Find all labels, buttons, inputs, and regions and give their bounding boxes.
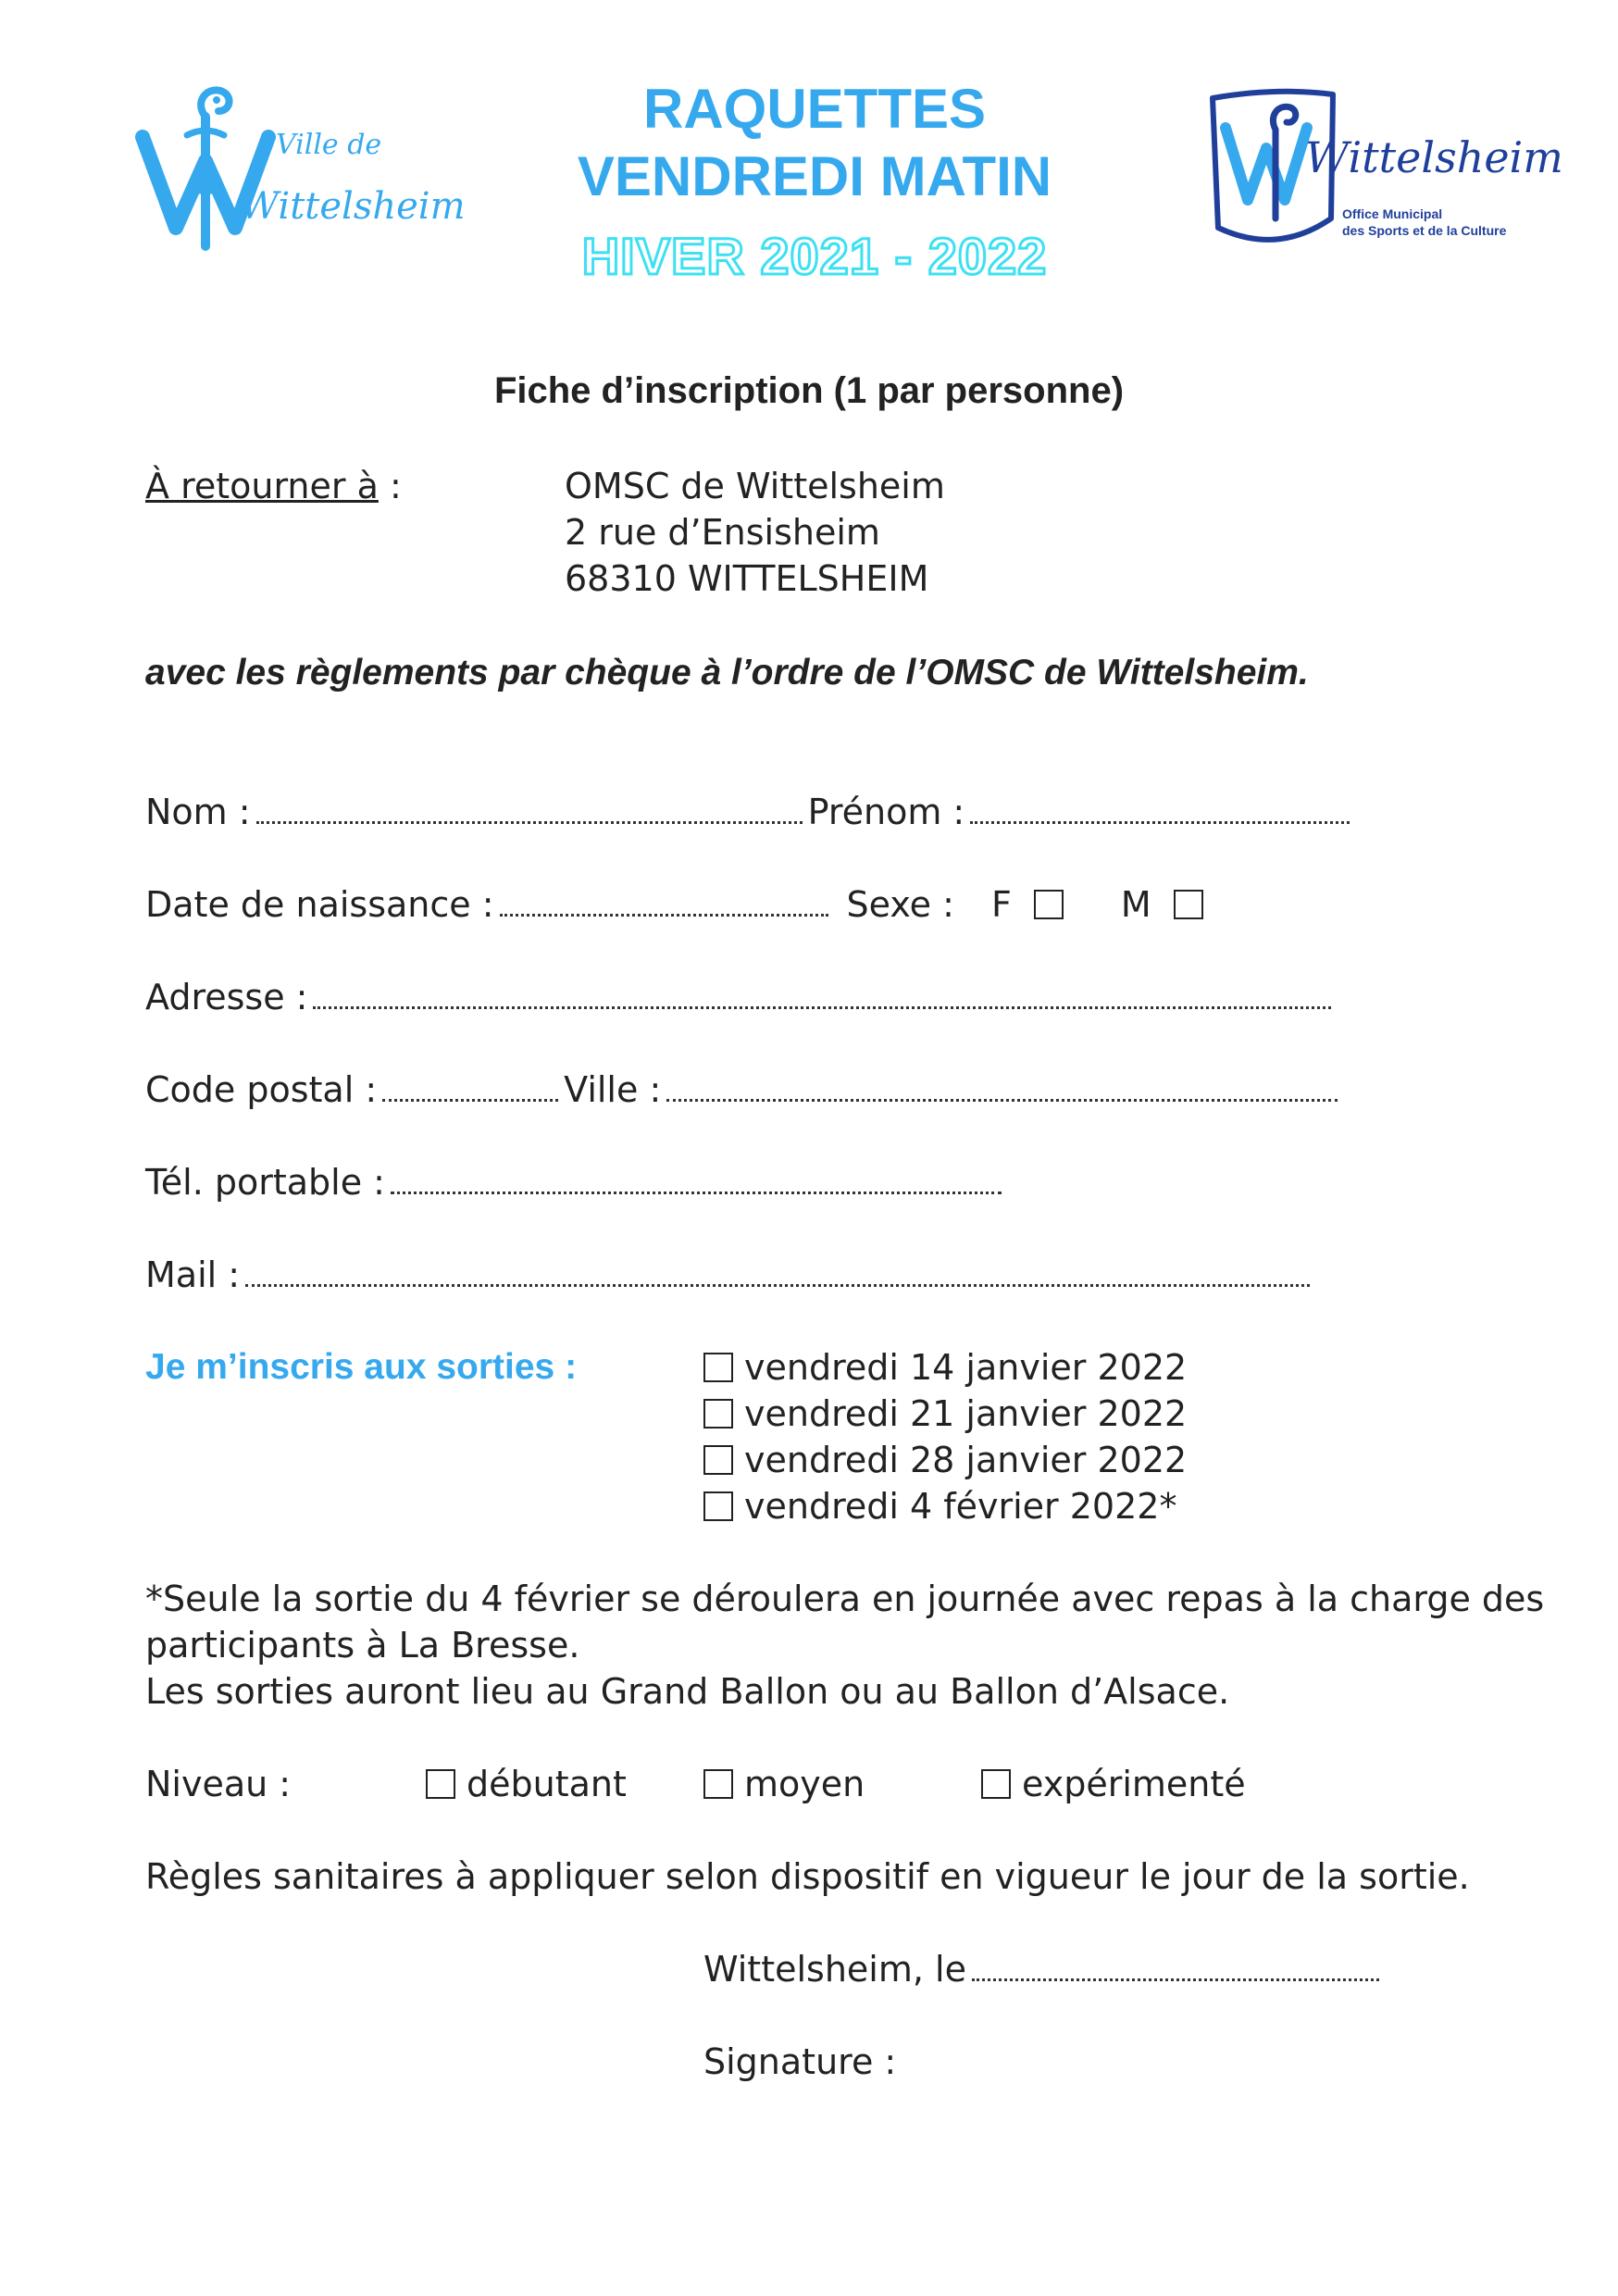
sanitary-rules: Règles sanitaires à appliquer selon dispositif en vigueur le jour de la sortie. <box>145 1856 1470 1897</box>
mail-label: Mail : <box>145 1254 241 1295</box>
ville-wittelsheim-logo <box>139 80 466 256</box>
niveau-option-label-3: expérimenté <box>1022 1764 1246 1804</box>
outing-label-1: vendredi 14 janvier 2022 <box>744 1347 1188 1388</box>
return-colon: : <box>378 466 402 506</box>
outing-checkbox-2[interactable] <box>703 1399 733 1429</box>
sexe-f-label: F <box>990 884 1012 925</box>
prenom-label: Prénom : <box>807 792 965 832</box>
omsc-wittelsheim-logo <box>1194 80 1563 265</box>
svg-text:des Sports et de la Culture: des Sports et de la Culture <box>1342 223 1507 238</box>
adresse-row <box>145 974 1337 1020</box>
niveau-label: Niveau : <box>145 1764 292 1804</box>
outing-item-4[interactable] <box>703 1483 1176 1529</box>
ville-field[interactable] <box>666 1071 1338 1102</box>
place-date-row <box>703 1946 1385 1992</box>
return-label-row <box>145 463 402 509</box>
cp-field[interactable] <box>382 1071 558 1102</box>
svg-text:Office Municipal: Office Municipal <box>1342 206 1443 221</box>
sexe-m-label: M <box>1120 884 1151 925</box>
tel-label: Tél. portable : <box>145 1162 385 1203</box>
niveau-checkbox-1[interactable] <box>426 1769 455 1799</box>
dob-row <box>145 881 1203 928</box>
nom-field[interactable] <box>256 793 803 824</box>
adresse-label: Adresse : <box>145 977 308 1017</box>
sexe-f-checkbox[interactable] <box>1034 890 1064 919</box>
title-vendredi-matin: VENDREDI MATIN <box>577 145 1052 207</box>
tel-field[interactable] <box>391 1164 1002 1194</box>
nom-label: Nom : <box>145 792 251 832</box>
outing-item-1[interactable] <box>703 1344 1187 1391</box>
form-title: Fiche d’inscription (1 par personne) <box>493 370 1125 411</box>
outing-label-2: vendredi 21 janvier 2022 <box>744 1393 1188 1434</box>
tel-row <box>145 1159 1007 1205</box>
dob-label: Date de naissance : <box>145 884 494 925</box>
niveau-option-1[interactable] <box>426 1761 627 1807</box>
note-line-1: *Seule la sortie du 4 février se déroulera en journée avec repas à la charge des <box>145 1578 1545 1619</box>
niveau-checkbox-3[interactable] <box>981 1769 1011 1799</box>
niveau-option-label-2: moyen <box>744 1764 865 1804</box>
sexe-label: Sexe : <box>846 884 954 925</box>
outing-item-3[interactable] <box>703 1437 1187 1483</box>
outing-checkbox-3[interactable] <box>703 1445 733 1475</box>
niveau-checkbox-2[interactable] <box>703 1769 733 1799</box>
address-line-2: 2 rue d’Ensisheim <box>565 512 880 553</box>
svg-text:Ville de: Ville de <box>276 129 382 161</box>
address-line-3: 68310 WITTELSHEIM <box>565 558 929 599</box>
outing-label-3: vendredi 28 janvier 2022 <box>744 1440 1188 1480</box>
date-field[interactable] <box>972 1951 1379 1981</box>
mail-field[interactable] <box>245 1256 1310 1287</box>
outing-label-4: vendredi 4 février 2022* <box>744 1486 1177 1527</box>
svg-text:Wittelsheim: Wittelsheim <box>241 185 466 228</box>
prenom-field[interactable] <box>970 793 1350 824</box>
return-label: À retourner à <box>145 466 379 506</box>
cp-ville-row <box>145 1067 1343 1113</box>
payment-note: avec les règlements par chèque à l’ordre de l’OMSC de Wittelsheim. <box>145 653 1309 693</box>
note-line-3: Les sorties auront lieu au Grand Ballon ou au Ballon d’Alsace. <box>145 1671 1230 1712</box>
svg-text:Wittelsheim: Wittelsheim <box>1305 132 1563 182</box>
outing-checkbox-1[interactable] <box>703 1353 733 1382</box>
cp-label: Code postal : <box>145 1069 378 1110</box>
address-line-1: OMSC de Wittelsheim <box>565 466 945 506</box>
niveau-option-2[interactable] <box>703 1761 865 1807</box>
mail-row <box>145 1252 1315 1298</box>
niveau-option-3[interactable] <box>981 1761 1246 1807</box>
outing-checkbox-4[interactable] <box>703 1491 733 1521</box>
dob-field[interactable] <box>500 886 828 917</box>
outing-item-2[interactable] <box>703 1391 1187 1437</box>
sexe-m-checkbox[interactable] <box>1174 890 1203 919</box>
title-raquettes: RAQUETTES <box>642 78 987 140</box>
place-date-label: Wittelsheim, le <box>703 1949 966 1990</box>
ville-label: Ville : <box>564 1069 662 1110</box>
niveau-option-label-1: débutant <box>467 1764 627 1804</box>
signature-label: Signature : <box>703 2041 897 2082</box>
note-line-2: participants à La Bresse. <box>145 1625 580 1666</box>
outings-label: Je m’inscris aux sorties : <box>145 1347 578 1387</box>
adresse-field[interactable] <box>313 979 1331 1009</box>
title-season: HIVER 2021 - 2022 <box>581 227 1048 285</box>
name-row <box>145 789 1355 835</box>
